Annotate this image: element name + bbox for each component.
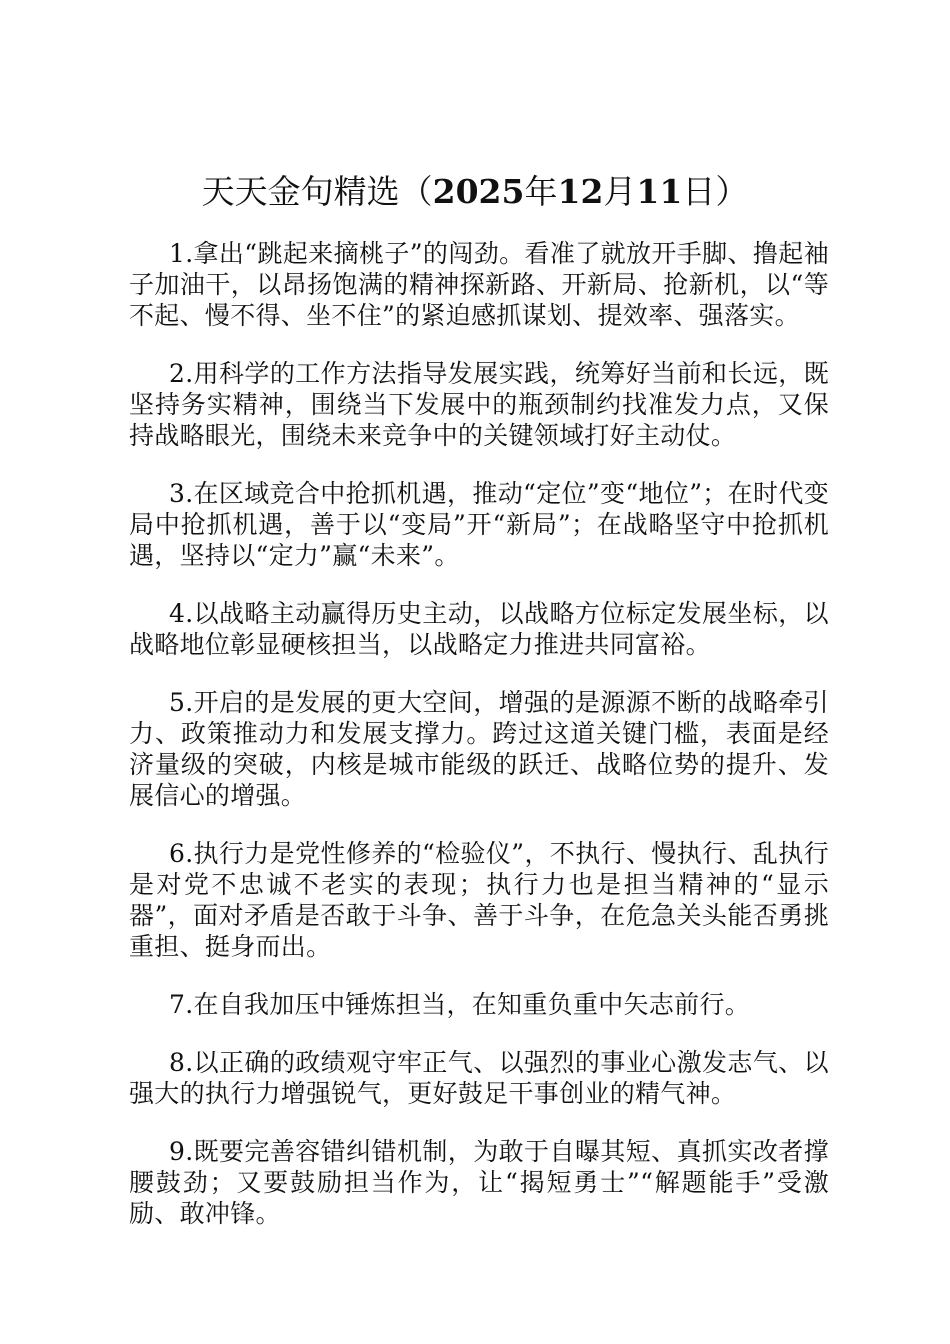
quote-list [129,238,829,1256]
title-month-suffix: 月 [603,172,637,211]
document-title [0,170,950,214]
quote-item-1: 1.拿出“跳起来摘桃子”的闯劲。看准了就放开手脚、撸起袖子加油干，以昂扬饱满的精神探新路、开新局、抢新机，以“等不起、慢不得、坐不住”的紧迫感抓谋划、提效率、强落实。 [129,239,829,330]
quote-item-9: 9.既要完善容错纠错机制，为敢于自曝其短、真抓实改者撑腰鼓劲；又要鼓励担当作为，让“揭短勇士”“解题能手”受激励、敢冲锋。 [129,1137,829,1228]
title-prefix: 天天金句精选（ [201,172,433,211]
quote-item-8: 8.以正确的政绩观守牢正气、以强烈的事业心激发志气、以强大的执行力增强锐气，更好鼓足干事创业的精气神。 [129,1048,829,1108]
quote-item-6: 6.执行力是党性修养的“检验仪”，不执行、慢执行、乱执行是对党不忠诚不老实的表现；执行力也是担当精神的“显示器”，面对矛盾是否敢于斗争、善于斗争，在危急关头能否勇挑重担、挺身而出。 [129,839,829,961]
title-day-suffix: 日） [682,172,749,211]
title-month: 12 [557,172,604,211]
quote-item-5: 5.开启的是发展的更大空间，增强的是源源不断的战略牵引力、政策推动力和发展支撑力。跨过这道关键门槛，表面是经济量级的突破，内核是城市能级的跃迁、战略位势的提升、发展信心的增强。 [129,688,829,810]
quote-item-3: 3.在区域竞合中抢抓机遇，推动“定位”变“地位”；在时代变局中抢抓机遇，善于以“变局”开“新局”；在战略坚守中抢抓机遇，坚持以“定力”赢“未来”。 [129,479,829,570]
title-year: 2025 [432,172,525,211]
quote-item-4: 4.以战略主动赢得历史主动，以战略方位标定发展坐标，以战略地位彰显硬核担当，以战略定力推进共同富裕。 [129,599,829,659]
title-day: 11 [636,172,683,211]
quote-item-2: 2.用科学的工作方法指导发展实践，统筹好当前和长远，既坚持务实精神，围绕当下发展中的瓶颈制约找准发力点，又保持战略眼光，围绕未来竞争中的关键领域打好主动仗。 [129,359,829,450]
quote-item-7: 7.在自我加压中锤炼担当，在知重负重中矢志前行。 [169,990,751,1019]
title-year-suffix: 年 [524,172,558,211]
